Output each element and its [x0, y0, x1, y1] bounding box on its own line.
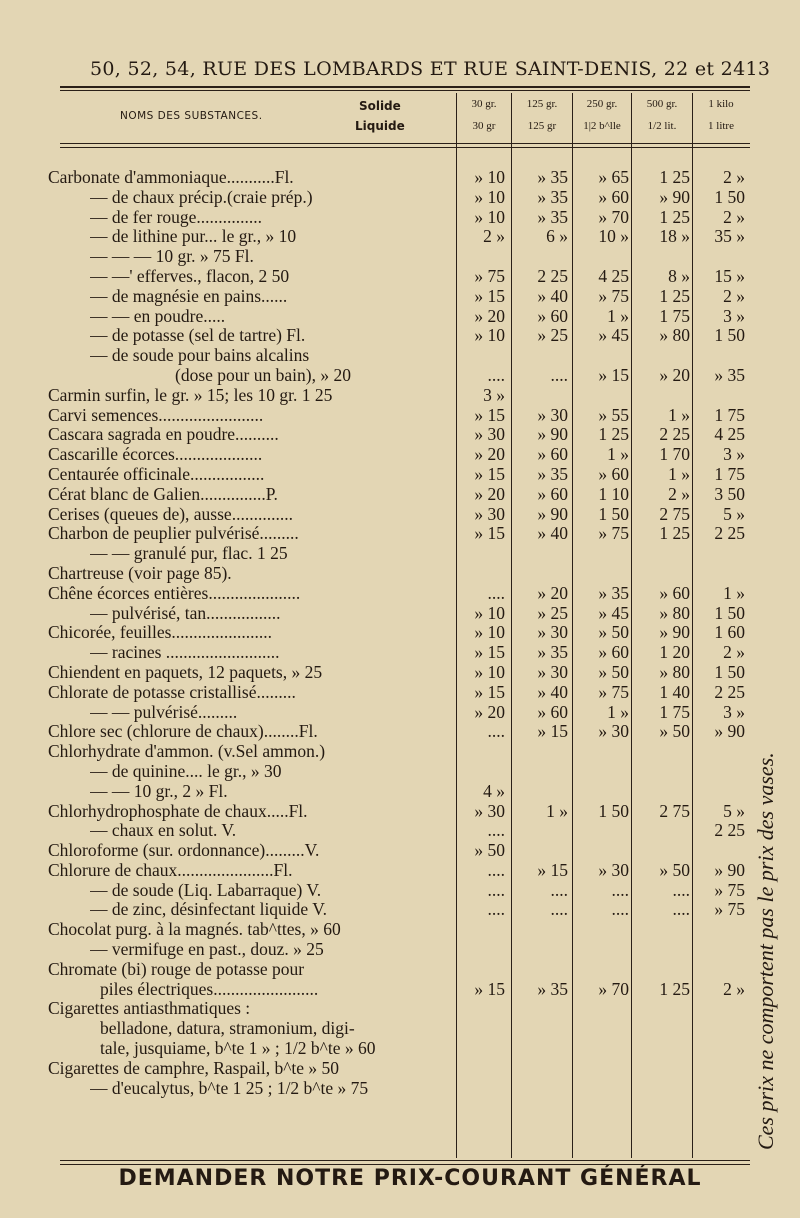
price-cell: » 35	[537, 206, 568, 227]
price-cell: » 50	[474, 840, 505, 861]
price-cell: 1 60	[714, 622, 745, 643]
table-row	[0, 287, 800, 307]
price-cell: ....	[487, 879, 505, 900]
price-cell: 1 75	[714, 463, 745, 484]
substance-name: — racines ..........................	[90, 643, 280, 663]
solid-liquid-header	[355, 96, 405, 136]
substance-name: — — — 10 gr. » 75 Fl.	[90, 247, 254, 267]
price-cell: » 35	[537, 978, 568, 999]
price-cell: » 30	[474, 503, 505, 524]
price-cell: 1 »	[668, 404, 690, 425]
side-note: Ces prix ne comportent pas le prix des vases.	[753, 752, 778, 1150]
price-cell: 3 »	[483, 384, 505, 405]
table-row	[0, 524, 800, 544]
table-header-rule-thin	[60, 147, 750, 148]
substance-name: Chloroforme (sur. ordonnance).........V.	[48, 841, 320, 861]
price-cell: 3 »	[723, 701, 745, 722]
substance-name: Chromate (bi) rouge de potasse pour	[48, 959, 305, 979]
price-cell: 1 »	[607, 444, 629, 465]
price-cell: 8 »	[668, 265, 690, 286]
table-row	[0, 584, 800, 604]
price-cell: » 45	[598, 602, 629, 623]
price-cell: » 25	[537, 602, 568, 623]
price-cell: » 50	[598, 622, 629, 643]
price-cell: 2 »	[483, 226, 505, 247]
price-cell: 1 50	[714, 325, 745, 346]
price-cell: ....	[672, 899, 690, 920]
price-cell: ....	[611, 879, 629, 900]
price-cell: » 60	[598, 463, 629, 484]
liquid-label: Liquide	[355, 119, 405, 133]
price-cell: » 80	[659, 325, 690, 346]
table-row	[0, 188, 800, 208]
table-header-rule	[60, 143, 750, 144]
price-cell: » 10	[474, 602, 505, 623]
substance-name: Cascarille écorces....................	[48, 445, 263, 465]
price-cell: » 35	[714, 364, 745, 385]
table-row	[0, 881, 800, 901]
table-row	[0, 742, 800, 762]
price-cell: » 10	[474, 661, 505, 682]
price-cell: » 10	[474, 622, 505, 643]
price-cell: » 45	[598, 325, 629, 346]
substance-name: Carvi semences........................	[48, 405, 264, 425]
column-header-3	[573, 93, 631, 141]
price-cell: » 60	[659, 582, 690, 603]
table-row	[0, 485, 800, 505]
price-cell: 18 »	[659, 226, 690, 247]
substance-name: Chiendent en paquets, 12 paquets, » 25	[48, 662, 323, 682]
price-cell: 10 »	[598, 226, 629, 247]
price-cell: » 75	[714, 879, 745, 900]
price-cell: » 65	[598, 167, 629, 187]
substance-name: — de zinc, désinfectant liquide V.	[90, 900, 328, 920]
price-cell: 2 25	[537, 265, 568, 286]
price-table-body	[0, 168, 800, 1098]
header-rule-thin	[60, 90, 750, 91]
price-cell: ....	[487, 859, 505, 880]
price-cell: » 15	[474, 681, 505, 702]
column-3-solid: 250 gr.	[586, 98, 618, 110]
price-cell: » 15	[474, 523, 505, 544]
price-cell: 1 75	[659, 701, 690, 722]
price-cell: 4 25	[714, 424, 745, 445]
price-cell: » 30	[598, 859, 629, 880]
column-header-1	[458, 93, 510, 141]
price-cell: ....	[487, 364, 505, 385]
solid-label: Solide	[358, 99, 401, 113]
table-row	[0, 247, 800, 267]
substance-name: piles électriques........................	[100, 979, 319, 999]
substance-name: Chlorhydrate d'ammon. (v.Sel ammon.)	[48, 742, 326, 762]
price-cell: 1 »	[546, 800, 568, 821]
substance-name: — de magnésie en pains......	[90, 286, 288, 306]
price-cell: ....	[487, 721, 505, 742]
table-row	[0, 722, 800, 742]
table-row	[0, 604, 800, 624]
substance-name: — — 10 gr., 2 » Fl.	[90, 781, 228, 801]
price-cell: ....	[611, 899, 629, 920]
price-cell: » 30	[537, 622, 568, 643]
price-cell: ....	[672, 879, 690, 900]
price-cell: ....	[487, 582, 505, 603]
substance-name: tale, jusquiame, b^te 1 » ; 1/2 b^te » 60	[100, 1039, 376, 1059]
table-row	[0, 564, 800, 584]
table-row	[0, 980, 800, 1000]
price-cell: » 60	[537, 444, 568, 465]
price-cell: » 15	[474, 978, 505, 999]
price-cell: 5 »	[723, 800, 745, 821]
table-row	[0, 841, 800, 861]
price-cell: » 60	[537, 701, 568, 722]
price-cell: ....	[487, 820, 505, 841]
price-cell: 1 25	[659, 206, 690, 227]
column-header-4	[632, 93, 692, 141]
price-cell: » 30	[474, 800, 505, 821]
price-cell: » 40	[537, 523, 568, 544]
substance-name: Centaurée officinale.................	[48, 464, 265, 484]
substance-name: Chêne écorces entières.....................	[48, 583, 301, 603]
substance-name: Chocolat purg. à la magnés. tab^ttes, » 60	[48, 920, 341, 940]
price-cell: 1 »	[607, 305, 629, 326]
table-row	[0, 445, 800, 465]
substance-name: — de quinine.... le gr., » 30	[90, 761, 282, 781]
substance-name: (dose pour un bain), » 20	[175, 365, 351, 385]
table-row	[0, 802, 800, 822]
substance-name: — chaux en solut. V.	[90, 821, 237, 841]
price-cell: 1 25	[598, 424, 629, 445]
table-row	[0, 267, 800, 287]
names-column-header: NOMS DES SUBSTANCES.	[120, 110, 263, 122]
table-row	[0, 1059, 800, 1079]
price-cell: » 10	[474, 167, 505, 187]
price-cell: 2 »	[723, 978, 745, 999]
substance-name: — — en poudre.....	[90, 306, 226, 326]
price-cell: 1 25	[659, 167, 690, 187]
price-cell: » 75	[598, 681, 629, 702]
table-row	[0, 920, 800, 940]
price-cell: 3 50	[714, 483, 745, 504]
column-header-5	[693, 93, 749, 141]
price-cell: 1 25	[659, 978, 690, 999]
table-row	[0, 663, 800, 683]
substance-name: Carbonate d'ammoniaque...........Fl.	[48, 168, 294, 187]
price-cell: » 75	[474, 265, 505, 286]
price-cell: » 10	[474, 186, 505, 207]
substance-name: Chlore sec (chlorure de chaux)........Fl.	[48, 722, 318, 742]
price-cell: » 40	[537, 681, 568, 702]
price-cell: » 15	[474, 642, 505, 663]
price-cell: » 20	[474, 305, 505, 326]
price-cell: 1 50	[714, 602, 745, 623]
substance-name: — pulvérisé, tan.................	[90, 603, 281, 623]
price-cell: » 30	[537, 404, 568, 425]
price-cell: 1 40	[659, 681, 690, 702]
table-row	[0, 346, 800, 366]
price-cell: » 20	[474, 444, 505, 465]
substance-name: — de fer rouge...............	[90, 207, 263, 227]
header-address: 50, 52, 54, RUE DES LOMBARDS ET RUE SAINT-DENIS, 22 et 24	[90, 58, 746, 80]
substance-name: — —' efferves., flacon, 2 50	[90, 266, 290, 286]
table-row	[0, 168, 800, 188]
price-cell: » 30	[598, 721, 629, 742]
substance-name: belladone, datura, stramonium, digi-	[100, 1019, 355, 1039]
price-cell: » 60	[537, 305, 568, 326]
table-row	[0, 623, 800, 643]
price-cell: 15 »	[714, 265, 745, 286]
table-row	[0, 227, 800, 247]
substance-name: Cigarettes antiasthmatiques :	[48, 999, 251, 1019]
footer-rule-thin	[60, 1164, 750, 1165]
price-cell: » 15	[474, 285, 505, 306]
price-cell: 1 25	[659, 285, 690, 306]
column-header-2	[512, 93, 572, 141]
substance-name: Chartreuse (voir page 85).	[48, 563, 232, 583]
price-cell: 2 25	[714, 681, 745, 702]
price-cell: 2 75	[659, 800, 690, 821]
price-cell: » 20	[659, 364, 690, 385]
price-cell: » 75	[714, 899, 745, 920]
column-4-liquid: 1/2 lit.	[647, 120, 677, 132]
substance-name: — — granulé pur, flac. 1 25	[90, 544, 288, 564]
table-row	[0, 643, 800, 663]
substance-name: Chlorate de potasse cristallisé.........	[48, 682, 296, 702]
table-row	[0, 406, 800, 426]
price-cell: » 75	[598, 523, 629, 544]
substance-name: Chicorée, feuilles.......................	[48, 623, 273, 643]
price-cell: 2 »	[668, 483, 690, 504]
substance-name: — — pulvérisé.........	[90, 702, 238, 722]
substance-name: — de chaux précip.(craie prép.)	[90, 187, 313, 207]
column-2-liquid: 125 gr	[527, 120, 557, 132]
table-row	[0, 940, 800, 960]
table-row	[0, 703, 800, 723]
substance-name: — de soude pour bains alcalins	[90, 346, 310, 366]
price-cell: 1 75	[714, 404, 745, 425]
table-row	[0, 960, 800, 980]
price-cell: » 15	[598, 364, 629, 385]
price-cell: 4 25	[598, 265, 629, 286]
price-cell: » 90	[537, 503, 568, 524]
substance-name: — de potasse (sel de tartre) Fl.	[90, 326, 306, 346]
price-cell: » 20	[474, 483, 505, 504]
table-row	[0, 683, 800, 703]
price-cell: » 50	[659, 721, 690, 742]
table-row	[0, 425, 800, 445]
price-cell: 1 50	[598, 800, 629, 821]
price-cell: » 15	[537, 721, 568, 742]
price-cell: 2 »	[723, 206, 745, 227]
price-cell: 2 »	[723, 642, 745, 663]
price-cell: » 35	[537, 463, 568, 484]
table-row	[0, 762, 800, 782]
price-cell: 1 »	[668, 463, 690, 484]
table-row	[0, 544, 800, 564]
price-cell: » 50	[598, 661, 629, 682]
price-cell: 1 50	[714, 661, 745, 682]
column-1-solid: 30 gr.	[471, 98, 497, 110]
table-row	[0, 366, 800, 386]
price-cell: 2 25	[714, 523, 745, 544]
price-cell: » 80	[659, 602, 690, 623]
price-cell: 1 »	[723, 582, 745, 603]
substance-name: — de soude (Liq. Labarraque) V.	[90, 880, 322, 900]
price-cell: » 35	[598, 582, 629, 603]
price-cell: 35 »	[714, 226, 745, 247]
table-row	[0, 821, 800, 841]
table-row	[0, 1039, 800, 1059]
table-row	[0, 782, 800, 802]
table-row	[0, 505, 800, 525]
column-5-solid: 1 kilo	[708, 98, 734, 110]
price-cell: 1 75	[659, 305, 690, 326]
price-cell: » 35	[537, 642, 568, 663]
table-row	[0, 861, 800, 881]
footer-rule	[60, 1160, 750, 1161]
table-row	[0, 1019, 800, 1039]
price-cell: 3 »	[723, 444, 745, 465]
price-cell: » 10	[474, 325, 505, 346]
price-cell: ....	[487, 899, 505, 920]
price-cell: » 35	[537, 167, 568, 187]
price-cell: » 50	[659, 859, 690, 880]
header-rule	[60, 86, 750, 88]
price-cell: » 35	[537, 186, 568, 207]
price-cell: » 60	[537, 483, 568, 504]
price-cell: 1 25	[659, 523, 690, 544]
substance-name: Cigarettes de camphre, Raspail, b^te » 50	[48, 1058, 340, 1078]
price-cell: ....	[550, 364, 568, 385]
column-3-liquid: 1|2 b^lle	[583, 120, 621, 132]
price-cell: » 75	[598, 285, 629, 306]
price-cell: » 30	[537, 661, 568, 682]
table-row	[0, 208, 800, 228]
column-1-liquid: 30 gr	[472, 120, 496, 132]
page-header	[90, 58, 771, 80]
price-cell: 2 75	[659, 503, 690, 524]
price-cell: » 20	[474, 701, 505, 722]
price-cell: 1 70	[659, 444, 690, 465]
price-cell: 1 10	[598, 483, 629, 504]
substance-name: Cerises (queues de), ausse..............	[48, 504, 293, 524]
price-cell: » 60	[598, 642, 629, 663]
price-cell: » 90	[714, 721, 745, 742]
price-cell: » 10	[474, 206, 505, 227]
price-cell: 1 50	[598, 503, 629, 524]
substance-name: Chlorhydrophosphate de chaux.....Fl.	[48, 801, 308, 821]
price-cell: 1 »	[607, 701, 629, 722]
price-cell: » 70	[598, 978, 629, 999]
price-cell: » 15	[474, 463, 505, 484]
table-row	[0, 900, 800, 920]
table-row	[0, 326, 800, 346]
price-cell: » 60	[598, 186, 629, 207]
footer-banner: DEMANDER NOTRE PRIX-COURANT GÉNÉRAL	[118, 1166, 702, 1191]
substance-name: Cascara sagrada en poudre..........	[48, 425, 279, 445]
price-cell: 4 »	[483, 780, 505, 801]
price-cell: 3 »	[723, 305, 745, 326]
price-cell: » 90	[714, 859, 745, 880]
substance-name: Chlorure de chaux......................Fl.	[48, 860, 293, 880]
substance-name: Carmin surfin, le gr. » 15; les 10 gr. 1 25	[48, 385, 333, 405]
price-cell: » 90	[537, 424, 568, 445]
page-number: 13	[745, 58, 771, 80]
substance-name: — d'eucalytus, b^te 1 25 ; 1/2 b^te » 75	[90, 1078, 369, 1098]
table-row	[0, 386, 800, 406]
price-cell: » 55	[598, 404, 629, 425]
price-cell: 1 20	[659, 642, 690, 663]
price-cell: 6 »	[546, 226, 568, 247]
price-cell: 2 »	[723, 285, 745, 306]
price-cell: » 15	[537, 859, 568, 880]
substance-name: Charbon de peuplier pulvérisé.........	[48, 524, 299, 544]
column-2-solid: 125 gr.	[526, 98, 558, 110]
substance-name: — vermifuge en past., douz. » 25	[90, 940, 324, 960]
price-cell: ....	[550, 879, 568, 900]
substance-name: — de lithine pur... le gr., » 10	[90, 227, 297, 247]
column-4-solid: 500 gr.	[646, 98, 678, 110]
substance-name: Cérat blanc de Galien...............P.	[48, 484, 278, 504]
table-row	[0, 307, 800, 327]
price-cell: » 30	[474, 424, 505, 445]
price-cell: 2 »	[723, 167, 745, 187]
price-cell: 1 50	[714, 186, 745, 207]
table-row	[0, 999, 800, 1019]
price-cell: » 25	[537, 325, 568, 346]
price-cell: » 70	[598, 206, 629, 227]
price-cell: 2 25	[659, 424, 690, 445]
price-cell: 5 »	[723, 503, 745, 524]
price-cell: » 15	[474, 404, 505, 425]
price-cell: » 80	[659, 661, 690, 682]
column-5-liquid: 1 litre	[708, 120, 734, 132]
price-cell: » 20	[537, 582, 568, 603]
price-cell: » 90	[659, 186, 690, 207]
table-row	[0, 465, 800, 485]
price-cell: 2 25	[714, 820, 745, 841]
price-cell: » 90	[659, 622, 690, 643]
table-row	[0, 1079, 800, 1099]
price-cell: » 40	[537, 285, 568, 306]
price-cell: ....	[550, 899, 568, 920]
